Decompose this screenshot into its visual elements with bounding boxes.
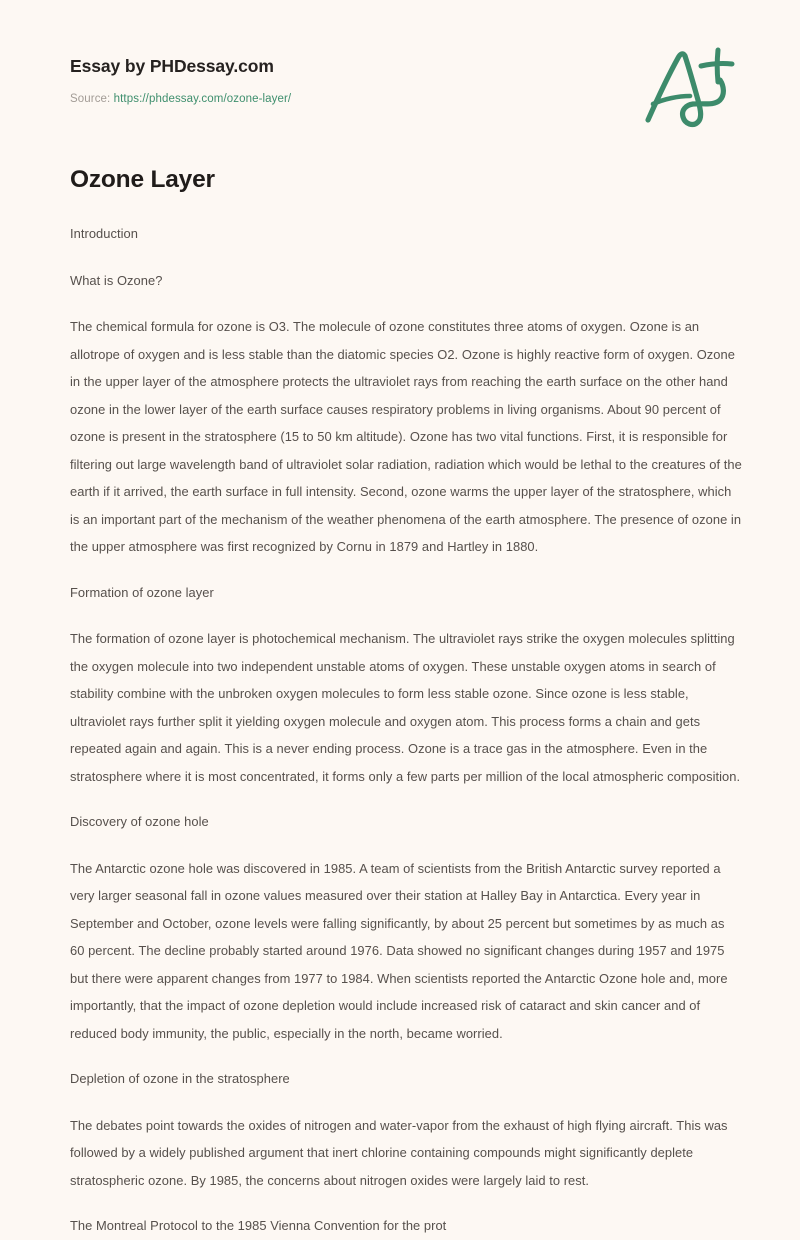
- paragraph-montreal-protocol-truncated: The Montreal Protocol to the 1985 Vienna Convention for the prot: [70, 1218, 447, 1233]
- source-label: Source:: [70, 93, 111, 105]
- section-heading-depletion: Depletion of ozone in the stratosphere: [70, 1071, 290, 1086]
- brand-title: Essay by PHDessay.com: [70, 56, 274, 76]
- section-heading-introduction: Introduction: [70, 226, 138, 241]
- paragraph-what-is-ozone: The chemical formula for ozone is O3. The molecule of ozone constitutes three atoms of oxygen. Ozone is an allotrope of oxygen and is less stable than the diatomic species O2. Ozone is highly reactive form of oxygen. Ozone in the upper layer of the atmosphere protects the ultraviolet rays from reaching the earth surface on the other hand ozone in the lower layer of the earth surface causes respiratory problems in living organisms. About 90 percent of ozone is present in the stratosphere (15 to 50 km altitude). Ozone has two vital functions. First, it is responsible for filtering out large wavelength band of ultraviolet solar radiation, radiation which would be lethal to the creatures of the earth if it arrived, the earth surface in full intensity. Second, ozone warms the upper layer of the stratosphere, which is an important part of the mechanism of the weather phenomena of the earth atmosphere. The presence of ozone in the upper atmosphere was first recognized by Cornu in 1879 and Hartley in 1880.: [70, 319, 742, 554]
- page-header: [70, 0, 740, 107]
- page-title: Ozone Layer: [70, 166, 215, 193]
- phdessay-a-plus-logo: [632, 42, 752, 128]
- paragraph-depletion: The debates point towards the oxides of nitrogen and water-vapor from the exhaust of high flying aircraft. This was followed by a widely published argument that inert chlorine containing compounds might significantly deplete stratospheric ozone. By 1985, the concerns about nitrogen oxides were largely laid to rest.: [70, 1117, 728, 1188]
- paragraph-formation: The formation of ozone layer is photochemical mechanism. The ultraviolet rays strike the oxygen molecules splitting the oxygen molecule into two independent unstable atoms of oxygen. These unstable oxygen atoms in search of stability combine with the unbroken oxygen molecules to form less stable ozone. Since ozone is less stable, ultraviolet rays further split it yielding oxygen molecule and oxygen atom. This process forms a chain and gets repeated again and again. This is a never ending process. Ozone is a trace gas in the atmosphere. Even in the stratosphere where it is most concentrated, it forms only a few parts per million of the local atmospheric composition.: [70, 631, 741, 784]
- a-plus-icon: [632, 42, 752, 128]
- source-url-link[interactable]: https://phdessay.com/ozone-layer/: [113, 93, 292, 105]
- essay-body: [70, 220, 742, 1240]
- paragraph-discovery: The Antarctic ozone hole was discovered in 1985. A team of scientists from the British Antarctic survey reported a very larger seasonal fall in ozone values measured over their station at Halley Bay in Antarctica. Every year in September and October, ozone levels were falling significantly, by about 25 percent but sometimes by as much as 60 percent. The decline probably started around 1976. Data showed no significant changes during 1957 and 1975 but there were apparent changes from 1977 to 1984. When scientists reported the Antarctic Ozone hole and, more importantly, that the impact of ozone depletion would include increased risk of cataract and skin cancer and of reduced body immunity, the public, especially in the north, became worried.: [70, 860, 728, 1041]
- section-heading-what-is-ozone: What is Ozone?: [70, 272, 163, 288]
- section-heading-formation: Formation of ozone layer: [70, 584, 214, 600]
- section-heading-discovery: Discovery of ozone hole: [70, 814, 209, 829]
